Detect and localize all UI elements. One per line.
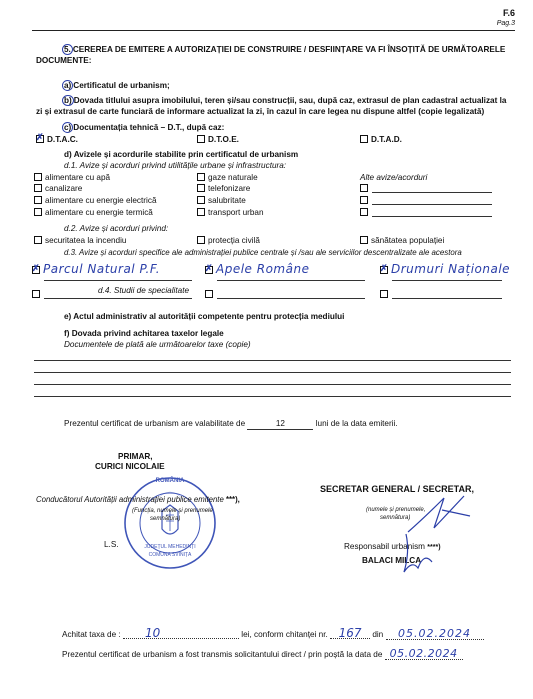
d3-entry-3-text: Drumuri Naționale <box>391 262 511 276</box>
other-approvals-title: Alte avize/acorduri <box>360 173 428 182</box>
item-a-text: Certificatul de urbanism; <box>73 81 170 90</box>
section-number-marker: 5. <box>64 45 71 54</box>
item-c-text: Documentația tehnică – D.T., după caz: <box>73 123 225 132</box>
page-number: Pag.3 <box>496 20 515 27</box>
item-c-marker: c) <box>64 123 72 132</box>
checkbox-icon[interactable] <box>197 208 205 216</box>
d3-entry-1-text: Parcul Natural P.F. <box>43 262 161 276</box>
other-approval-row[interactable] <box>360 196 371 206</box>
checkbox-checked-icon[interactable]: ✗ <box>205 263 213 273</box>
d3-entry-3[interactable] <box>380 264 510 276</box>
d2-title: d.2. Avize și acorduri privind: <box>64 224 169 233</box>
f-subtitle: Documentele de plată ale următoarelor taxe (copie) <box>64 340 251 349</box>
validity-text <box>64 419 398 430</box>
e-title: e) Actul administrativ al autorității competente pentru protecția mediului <box>64 312 345 321</box>
authority-label-text: Conducătorul Autorității administrației publice emitente <box>36 495 224 504</box>
checkbox-icon[interactable] <box>197 173 205 181</box>
utility-label: alimentare cu apă <box>45 173 111 182</box>
other-approval-line <box>372 216 492 217</box>
authority-sub2: semnătura) <box>150 516 181 522</box>
transmission-text: Prezentul certificat de urbanism a fost transmis solicitantului direct / prin poștă la data de <box>62 650 383 659</box>
d1-title: d.1. Avize și acorduri privind utilitățile urbane și infrastructura: <box>64 161 287 170</box>
authority-label <box>36 495 240 505</box>
d3-entry-3-line <box>392 280 502 281</box>
d4-title: d.4. Studii de specialitate <box>98 286 190 295</box>
option-dtad[interactable] <box>360 135 402 145</box>
validity-months: 12 <box>247 419 313 430</box>
payment-mid: lei, conform chitanței nr. <box>241 630 328 639</box>
payment-din: din <box>372 630 384 639</box>
secretary-sub2: semnătura) <box>380 515 411 521</box>
checkbox-checked-icon[interactable]: ✗ <box>32 263 40 273</box>
checkbox-icon[interactable] <box>34 184 42 192</box>
checkbox-icon[interactable] <box>360 184 368 192</box>
d3-entry-1-line <box>44 280 192 281</box>
urbanism-mark: ****) <box>427 544 441 551</box>
urbanism-name: BALACI MILCA <box>362 556 422 565</box>
other-approval-row[interactable] <box>360 208 371 218</box>
item-c <box>62 122 224 133</box>
checkbox-icon[interactable] <box>34 208 42 216</box>
urbanism-signature-icon <box>388 532 448 582</box>
stamp-mid-text: JUDEȚUL MEHEDINȚI <box>144 544 196 550</box>
d2-health[interactable] <box>360 236 444 246</box>
d3-empty-line <box>217 298 365 299</box>
d3-entry-2-line <box>217 280 365 281</box>
item-b-text1: Dovada titlului asupra imobilului, teren și/sau construcții, sau, după caz, extrasul de plan cadastral actualizat la <box>73 96 507 105</box>
utility-gas[interactable] <box>197 173 258 183</box>
utility-sanitation[interactable] <box>197 196 246 206</box>
d-title: d) Avizele și acordurile stabilite prin certificatul de urbanism <box>64 150 299 159</box>
utility-label: salubritate <box>208 196 246 205</box>
fee-line <box>34 396 511 397</box>
checkbox-icon[interactable] <box>32 290 40 298</box>
option-dtoe-label: D.T.O.E. <box>208 135 239 144</box>
utility-label: alimentare cu energie electrică <box>45 196 157 205</box>
utility-label: transport urban <box>208 208 264 217</box>
urbanism-title-text: Responsabil urbanism <box>344 542 426 551</box>
item-b-marker: b) <box>64 96 72 105</box>
checkbox-icon[interactable] <box>205 290 213 298</box>
option-dtad-label: D.T.A.D. <box>371 135 402 144</box>
utility-electricity[interactable] <box>34 196 157 206</box>
utility-label: canalizare <box>45 184 83 193</box>
checkbox-icon[interactable] <box>360 208 368 216</box>
utility-label: telefonizare <box>208 184 251 193</box>
payment-date: 05.02.2024 <box>386 629 484 640</box>
validity-suffix: luni de la data emiterii. <box>315 419 398 428</box>
secretary-signature-icon <box>404 488 474 538</box>
fee-line <box>34 372 511 373</box>
d3-entry-1[interactable] <box>32 264 160 276</box>
option-dtac-label: D.T.A.C. <box>47 135 78 144</box>
utility-water[interactable] <box>34 173 110 183</box>
utility-label: alimentare cu energie termică <box>45 208 153 217</box>
fee-line <box>34 384 511 385</box>
checkbox-icon[interactable] <box>197 236 205 244</box>
item-a <box>62 80 170 91</box>
section-title <box>62 44 505 55</box>
d2-label: sănătatea populației <box>371 236 445 245</box>
checkbox-icon[interactable] <box>197 196 205 204</box>
checkbox-icon[interactable] <box>197 135 205 143</box>
d3-entry-2[interactable] <box>205 264 309 276</box>
d3-entry-2-text: Apele Române <box>216 262 310 276</box>
utility-label: gaze naturale <box>208 173 258 182</box>
item-b-line2: zi și extrasul de carte funciară de informare actualizat la zi, în cazul în care legea nu dispune altfel (copie legalizată) <box>36 107 485 116</box>
d3-empty-row[interactable] <box>205 290 216 300</box>
other-approval-row[interactable] <box>360 184 371 194</box>
checkbox-icon[interactable] <box>360 196 368 204</box>
checkbox-icon[interactable] <box>197 184 205 192</box>
checkbox-icon[interactable] <box>380 290 388 298</box>
form-code: F.6 <box>502 8 515 18</box>
d2-label: securitatea la incendiu <box>45 236 127 245</box>
mayor-name: CURICI NICOLAIE <box>95 462 165 471</box>
checkbox-icon[interactable] <box>34 196 42 204</box>
utility-heating[interactable] <box>34 208 153 218</box>
d3-empty-row[interactable] <box>32 290 43 300</box>
d2-fire[interactable] <box>34 236 126 246</box>
item-a-marker: a) <box>64 81 72 90</box>
checkbox-icon[interactable] <box>360 236 368 244</box>
utility-phone[interactable] <box>197 184 250 194</box>
authority-mark: ***), <box>225 495 240 504</box>
d3-title: d.3. Avize și acorduri specifice ale administrației publice centrale și /sau ale serviciilor descentralizate ale acestora <box>64 248 462 257</box>
d2-label: protecția civilă <box>208 236 260 245</box>
payment-receipt: 167 <box>330 628 370 639</box>
checkbox-checked-icon[interactable]: ✗ <box>36 132 44 142</box>
payment-prefix: Achitat taxa de : <box>62 630 121 639</box>
option-dtoe[interactable] <box>197 135 239 145</box>
d3-empty-line <box>392 298 502 299</box>
header-rule <box>32 30 515 31</box>
stamp-top-text: ROMÂNIA <box>155 478 185 484</box>
checkbox-checked-icon[interactable]: ✗ <box>380 263 388 273</box>
stamp-bottom-text: COMUNA SVINIȚA <box>148 552 192 558</box>
section-title-line2: DOCUMENTE: <box>36 56 92 65</box>
section-title-line1: CEREREA DE EMITERE A AUTORIZAȚIEI DE CONSTRUIRE / DESFIINȚARE VA FI ÎNSOȚITĂ DE URMĂTOARELE <box>72 45 506 54</box>
transmission-date: 05.02.2024 <box>385 649 463 660</box>
secretary-sub1: (numele și prenumele, <box>366 507 426 513</box>
fee-line <box>34 360 511 361</box>
option-dtac[interactable] <box>36 132 78 145</box>
d3-empty-row[interactable] <box>380 290 391 300</box>
secretary-title: SECRETAR GENERAL / SECRETAR, <box>320 484 475 494</box>
transmission-row <box>62 649 463 660</box>
mayor-title: PRIMAR, <box>118 452 153 461</box>
validity-prefix: Prezentul certificat de urbanism are valabilitate de <box>64 419 246 428</box>
checkbox-icon[interactable] <box>34 236 42 244</box>
d2-civil[interactable] <box>197 236 260 246</box>
ls-label: L.S. <box>104 540 119 549</box>
other-approval-line <box>372 192 492 193</box>
f-title: f) Dovada privind achitarea taxelor legale <box>64 329 224 338</box>
checkbox-icon[interactable] <box>360 135 368 143</box>
d3-empty-line <box>44 298 192 299</box>
checkbox-icon[interactable] <box>34 173 42 181</box>
utility-sewer[interactable] <box>34 184 82 194</box>
payment-row <box>62 628 484 640</box>
payment-amount: 10 <box>123 628 239 639</box>
other-approval-line <box>372 204 492 205</box>
item-b-line1 <box>62 95 506 106</box>
utility-transport[interactable] <box>197 208 264 218</box>
authority-sub1: (Funcția, numele și prenumele <box>132 508 213 514</box>
